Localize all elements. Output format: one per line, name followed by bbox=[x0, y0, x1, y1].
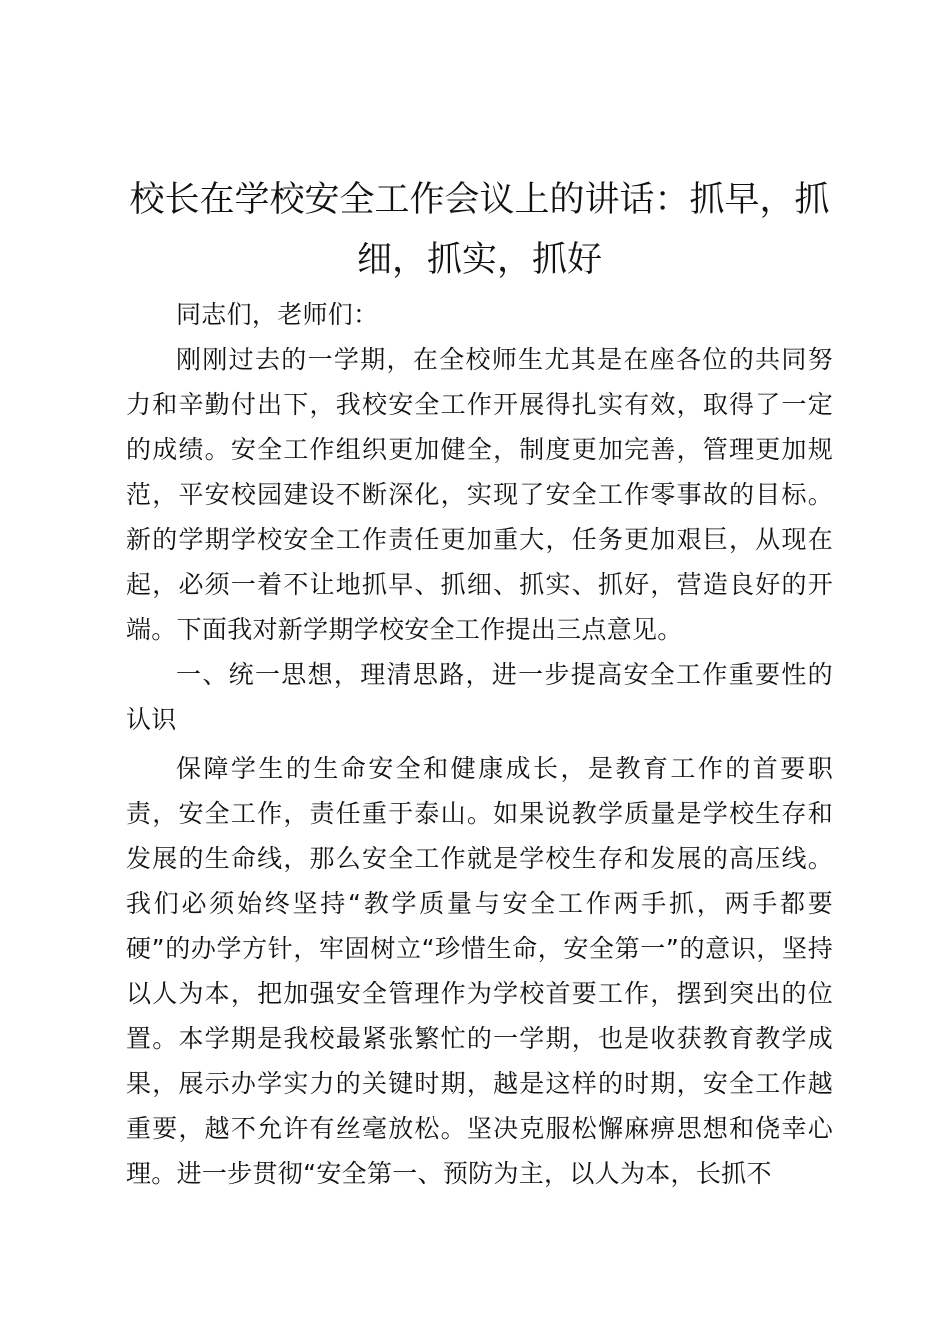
document-page bbox=[126, 170, 833, 1196]
document-title: 校长在学校安全工作会议上的讲话：抓早，抓细，抓实，抓好 bbox=[129, 180, 830, 280]
section-1-paragraph: 保障学生的生命安全和健康成长，是教育工作的首要职责，安全工作，责任重于泰山。如果说教学质量是学校生存和发展的生命线，那么安全工作就是学校生存和发展的高压线。我们必须始终坚持“教学质量与安全工作两手抓，两手都要硬”的办学方针，牢固树立“珍惜生命，安全第一”的意识，坚持以人为本，把加强安全管理作为学校首要工作，摆到突出的位置。本学期是我校最紧张繁忙的一学期，也是收获教育教学成果，展示办学实力的关键时期，越是这样的时期，安全工作越重要，越不允许有丝毫放松。坚决克服松懈麻痹思想和侥幸心理。进一步贯彻“安全第一、预防为主，以人为本，长抓不 bbox=[126, 754, 833, 1188]
greeting: 同志们，老师们： bbox=[176, 300, 379, 329]
intro-paragraph: 刚刚过去的一学期，在全校师生尤其是在座各位的共同努力和辛勤付出下，我校安全工作开展得扎实有效，取得了一定的成绩。安全工作组织更加健全，制度更加完善，管理更加规范，平安校园建设不断深化，实现了安全工作零事故的目标。新的学期学校安全工作责任更加重大，任务更加艰巨，从现在起，必须一着不让地抓早、抓细、抓实、抓好，营造良好的开端。下面我对新学期学校安全工作提出三点意见。 bbox=[126, 345, 833, 644]
section-heading-1: 一、统一思想，理清思路，进一步提高安全工作重要性的认识 bbox=[126, 660, 833, 734]
